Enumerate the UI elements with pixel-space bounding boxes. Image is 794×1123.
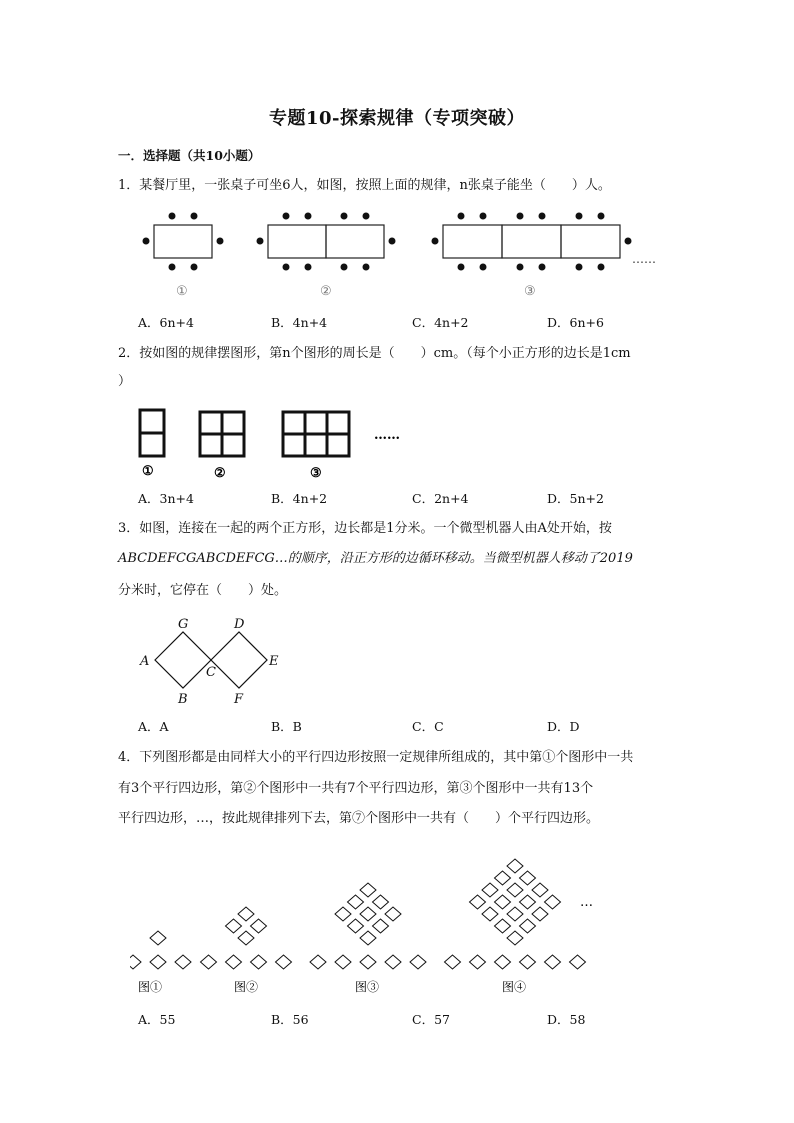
figure-label: ① [142, 464, 154, 479]
parallelogram-shape [445, 955, 461, 969]
parallelogram-shape [385, 955, 401, 969]
figure-label: 图② [234, 980, 259, 994]
parallelogram-shape [310, 955, 326, 969]
question-3-figure [130, 610, 290, 710]
ellipsis: … [580, 895, 593, 910]
question-2-text: 2．按如图的规律摆图形，第n个图形的周长是（ ）cm。（每个小正方形的边长是1cm [118, 346, 631, 361]
option-d: D．58 [547, 1012, 586, 1027]
question-4-figure [130, 838, 610, 1000]
parallelogram-shape [520, 955, 536, 969]
option-b: B．56 [271, 1012, 309, 1027]
parallelogram-shape [520, 895, 536, 909]
option-b: B．4n+2 [271, 491, 328, 506]
parallelogram-shape [251, 919, 267, 933]
parallelogram-shape [507, 931, 523, 945]
option-a: A．A [138, 719, 169, 734]
page-title: 专题10-探索规律（专项突破） [268, 108, 526, 129]
seat-dot [191, 264, 198, 271]
figure-label: 图① [138, 980, 163, 994]
figure-label: 图④ [502, 980, 527, 994]
parallelogram-shape [495, 871, 511, 885]
parallelogram-shape [360, 955, 376, 969]
figure-label: ① [176, 284, 188, 299]
option-d: D．D [547, 719, 580, 734]
option-d: D．5n+2 [547, 491, 604, 506]
parallelogram-shape [495, 919, 511, 933]
parallelogram-shape [520, 871, 536, 885]
square-left [155, 632, 211, 688]
parallelogram-shape [570, 955, 586, 969]
question-4-text-cont2: 平行四边形，…，按此规律排列下去，第⑦个图形中一共有（ ）个平行四边形。 [118, 811, 600, 826]
table-group-2 [257, 213, 396, 271]
vertex-label: E [269, 654, 279, 669]
section-heading: 一．选择题（共10小题） [118, 148, 261, 163]
table-rect [268, 225, 326, 258]
option-c: C．C [412, 719, 444, 734]
parallelogram-shape [348, 919, 364, 933]
parallelogram-shape [226, 919, 242, 933]
ellipsis: …… [632, 252, 656, 266]
option-d: D．6n+6 [547, 315, 604, 330]
parallelogram-shape [360, 931, 376, 945]
parallelogram-shape [373, 919, 389, 933]
parallelogram-shape [385, 907, 401, 921]
parallelogram-shape [520, 919, 536, 933]
seat-dot [169, 213, 176, 220]
question-1-figure [130, 205, 670, 300]
vertex-label: F [234, 692, 244, 707]
parallelogram-shape [238, 931, 254, 945]
question-3-text-cont: ABCDEFCGABCDEFCG…的顺序，沿正方形的边循环移动。当微型机器人移动了2019 [118, 551, 633, 566]
figure-label: ③ [310, 466, 322, 481]
table-rect [326, 225, 384, 258]
parallelogram-shape [238, 907, 254, 921]
option-c: C．4n+2 [412, 315, 469, 330]
option-c: C．2n+4 [412, 491, 469, 506]
question-3-text: 3．如图，连接在一起的两个正方形，边长都是1分米。一个微型机器人由A处开始，按 [118, 521, 612, 536]
vertex-label: D [234, 617, 245, 632]
parallelogram-shape [201, 955, 217, 969]
parallelogram-shape [175, 955, 191, 969]
parallelogram-shape [532, 883, 548, 897]
seat-dot [143, 238, 150, 245]
option-a: A．3n+4 [138, 491, 194, 506]
option-b: B．4n+4 [271, 315, 328, 330]
parallelogram-shape [507, 907, 523, 921]
question-4-text: 4．下列图形都是由同样大小的平行四边形按照一定规律所组成的，其中第①个图形中一共 [118, 750, 634, 765]
question-1-text: 1．某餐厅里，一张桌子可坐6人，如图，按照上面的规律，n张桌子能坐（ ）人。 [118, 178, 611, 193]
parallelogram-shape [251, 955, 267, 969]
parallelogram-shape [410, 955, 426, 969]
parallelogram-shape [507, 883, 523, 897]
parallelogram-shape [545, 895, 561, 909]
seat-dot [191, 213, 198, 220]
option-a: A．6n+4 [138, 315, 194, 330]
parallelogram-shape [373, 895, 389, 909]
parallelogram-shape [150, 931, 166, 945]
question-4-text-cont: 有3个平行四边形，第②个图形中一共有7个平行四边形，第③个图形中一共有13个 [118, 781, 594, 796]
figure-label: ② [214, 466, 226, 481]
parallelogram-shape [150, 955, 166, 969]
option-b: B．B [271, 719, 302, 734]
question-2-text-cont: ） [118, 374, 132, 389]
parallelogram-shape [360, 907, 376, 921]
vertex-label: C [206, 665, 216, 680]
parallelogram-shape [507, 859, 523, 873]
parallelogram-shape [482, 883, 498, 897]
parallelogram-shape [532, 907, 548, 921]
seat-dot [169, 264, 176, 271]
parallelogram-shape [226, 955, 242, 969]
table-group-1 [143, 213, 224, 271]
question-2-figure [130, 402, 430, 482]
seat-dot [217, 238, 224, 245]
table-group-3 [432, 213, 632, 271]
figure-label: ② [320, 284, 332, 299]
parallelogram-shape [130, 955, 141, 969]
vertex-label: A [140, 654, 150, 669]
option-a: A．55 [138, 1012, 176, 1027]
question-3-text-cont2: 分米时，它停在（ ）处。 [118, 583, 288, 598]
parallelogram-shape [470, 895, 486, 909]
vertex-label: G [178, 617, 189, 632]
parallelogram-shape [335, 907, 351, 921]
figure-label: ③ [524, 284, 536, 299]
parallelogram-shape [360, 883, 376, 897]
parallelogram-shape [348, 895, 364, 909]
parallelogram-shape [495, 895, 511, 909]
figure-label: 图③ [355, 980, 380, 994]
square-right [211, 632, 267, 688]
table-rect [154, 225, 212, 258]
parallelogram-shape [495, 955, 511, 969]
parallelogram-shape [545, 955, 561, 969]
parallelogram-shape [482, 907, 498, 921]
vertex-label: B [178, 692, 188, 707]
parallelogram-shape [335, 955, 351, 969]
ellipsis: …… [374, 428, 400, 443]
parallelogram-shape [470, 955, 486, 969]
option-c: C．57 [412, 1012, 450, 1027]
parallelogram-shape [276, 955, 292, 969]
